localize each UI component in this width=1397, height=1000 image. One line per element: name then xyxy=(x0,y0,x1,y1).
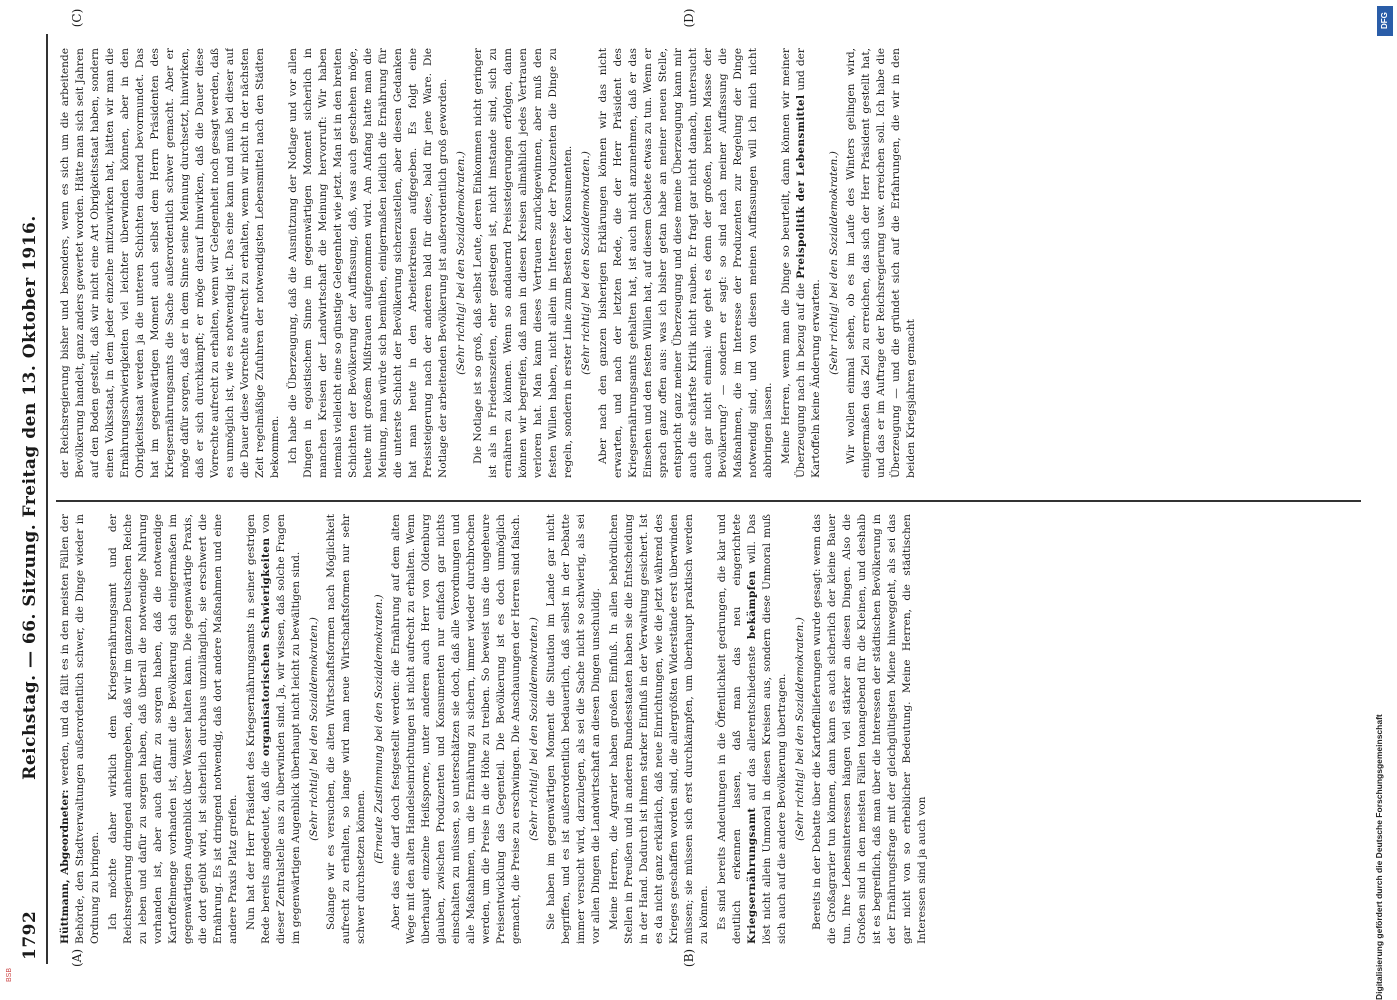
dfg-logo: DFG xyxy=(1377,6,1393,36)
paragraph: Bereits in der Debatte über die Kartoffellieferungen wurde gesagt: wenn das die Großagrarier tun können, dann kann es auch sicherlich der kleine Bauer tun. Ihre Lebensinteressen hängen viel stärker an diesen Dingen. Also die Großen sind in den meisten Fällen tonangebend für die Kleinen, und deshalb ist es begreiflich, daß man über die Interessen der städtischen Bevölkerung in der Ernährungsfrage mit der gleichgültigsten Miene hinweggeht, als sei das gar nicht von so erheblicher Bedeutung. Meine Herren, die städtischen Interessen sind ja auch von xyxy=(811,514,928,944)
paragraph: Aber das eine darf doch festgestellt werden: die Ernährung auf dem alten Wege mit den alten Handelseinrichtungen ist nicht aufrecht zu erhalten. Wenn überhaupt einzelne Heißsporne, unter anderen auch Herr von Oldenburg glauben, zwischen Produzenten und Konsumenten nur einfach gar nichts einschalten zu müssen, so unterschätzen sie doch, daß alle Verordnungen und alle Maßnahmen, um die Ernährung zu sichern, immer wieder durchbrochen werden, um die Preise in die Höhe zu treiben. So beweist uns die ungeheure Preisentwicklung das Gegenteil. Die Bevölkerung ist es doch unmöglich gemacht, die Preise zu erschwingen. Die Anschauungen der Herren sind falsch. xyxy=(390,514,522,944)
page-header xyxy=(14,35,48,960)
interjection: (Sehr richtig! bei den Sozialdemokraten.) xyxy=(528,617,540,841)
paragraph: der Reichsregierung bisher und besonders, wenn es sich um die arbeitende Bevölkerung handelt, ganz anders gewertet worden. Hätte man sich seit Jahren auf den Boden gestellt, daß wir nicht eine Art Obrigkeitsstaat haben, sondern einen Volksstaat, in dem jeder einzelne mitzuwirken hat, hätten wir man die Ernährungsschwierigkeiten viel leichter überwinden können, aber in den Obrigkeitsstaat werden ja die unteren Schichten dauernd bevormundet. Das hat im gegenwärtigen Moment auch selbst dem Herrn Präsidenten des Kriegsernährungsamts die Sache außerordentlich schwer gemacht. Aber er möge dafür sorgen, daß er in dem Sinne seine Meinung durchsetzt, hinwirken, daß er sich durchkämpft; er möge darauf hinwirken, daß die Dauer diese Vorrechte aufrecht zu erhalten, wenn wir Gelegenheit noch gesagt werden, daß es unmöglich ist, wie es notwendig ist. Das eine kann und muß bei dieser auf die Dauer diese Vorrechte aufrecht zu erhalten, wenn wir nicht in der nächsten Zeit regelmäßige Zufuhren der notwendigsten Lebensmittel nach den Städten bekommen. xyxy=(59,48,281,478)
paragraph-text: Meine Herren, wenn man die Dinge so beurteilt, dann können wir meiner Überzeugung nach in bezug auf die xyxy=(780,48,807,478)
paragraph xyxy=(244,514,304,944)
paragraph: Ich möchte daher wirklich dem Kriegsernährungsamt und der Reichsregierung dringend anheimgeben, daß wir im ganzen Deutschen Reiche zu leben und dafür zu sorgen haben, daß überall die notwendige Nahrung vorhanden ist, aber auch dafür zu sorgen haben, daß die notwendige Kartoffelmenge vorhanden ist, damit die Bevölkerung sich einigermaßen im gegenwärtigen Augenblick über Wasser halten kann. Die gegenwärtige Praxis, die dort geübt wird, ist sicherlich durchaus unzulänglich, sie erschwert die Ernährung. Es ist dringend notwendig, daß dort andere Maßnahmen und eine andere Praxis Platz greifen. xyxy=(107,514,239,944)
paragraph: Meine Herren, die Agrarier haben großen Einfluß. In allen behördlichen Stellen in Preußen und in anderen Bundesstaaten haben sie die Entscheidung in der Hand. Dadurch ist ihnen starker Einfluß in der Verwaltung gesichert. Ist es da nicht ganz erklärlich, daß neue Einrichtungen, wie die jetzt während des Krieges geschaffen worden sind, die allergrößten Widerstände erst überwinden müssen; sie müssen sich erst durchkämpfen, um überhaupt praktisch werden zu können. xyxy=(608,514,710,944)
paragraph xyxy=(58,514,103,944)
interjection: (Sehr richtig! bei den Sozialdemokraten.) xyxy=(794,617,806,841)
paragraph: Wir wollen einmal sehen, ob es im Laufe des Winters gelingen wird, einigermaßen das Ziel zu erreichen, das sich der Herr Präsident gestellt hat, und das er im Auftrage der Reichsregierung usw. erreichen soll. Ich habe die Überzeugung — und die gründet sich auf die Erfahrungen, die wir in den beiden Kriegsjahren gemacht xyxy=(845,48,917,478)
column-separator xyxy=(56,500,1361,502)
paragraph-text: will. Das löst nicht allein Unmoral in diesen Kreisen aus, sondern diese Unmoral muß sich auch auf die andere Bevölkerung übertragen. xyxy=(746,514,788,944)
interjection: (Sehr richtig! bei den Sozialdemokraten.) xyxy=(828,151,840,375)
paragraph-text: auf das allerentschiedenste xyxy=(746,645,758,801)
interjection: (Erneute Zustimmung bei den Sozialdemokraten.) xyxy=(373,594,385,864)
margin-marker-b: (B) xyxy=(682,948,696,968)
interjection: (Sehr richtig! bei den Sozialdemokraten.) xyxy=(455,151,467,375)
margin-marker-c: (C) xyxy=(70,8,84,28)
paragraph xyxy=(715,514,790,944)
emphasis: Preispolitik der Lebensmittel xyxy=(795,94,807,279)
emphasis: organisatorischen Schwierigkeiten xyxy=(260,537,272,757)
paragraph: Aber nach den ganzen bisherigen Erklärungen können wir das nicht erwarten, und nach der letzten Rede, die der Herr Präsident des Kriegsernährungsamts gehalten hat, ist auch nicht anzunehmen, daß er das Einsehen und den festen Willen hat, auf diesem Gebiete etwas zu tun. Wenn er sprach ganz offen aus: was ich bisher getan habe an meiner neuen Stelle, entspricht ganz meiner Überzeugung und diese meine Überzeugung kann mir auch die schärfste Kritik nicht rauben. Er fragt gar nicht danach, untersucht auch gar nicht einmal: wie geht es denn der großen, breiten Masse der Bevölkerung? — sondern er sagt: so sind nach meiner Auffassung die Maßnahmen, die im Interesse der Produzenten zur Regelung der Dinge notwendig sind, und von diesen meinen Auffassungen will ich mich nicht abbringen lassen. xyxy=(597,48,774,478)
paragraph: Solange wir es versuchen, die alten Wirtschaftsformen nach Möglichkeit aufrecht zu erhalten, so lange wird man neue Wirtschaftsformen nur sehr schwer durchsetzen können. xyxy=(325,514,367,944)
paragraph-text: von dieser Zentralstelle aus zu überwinden sind. Ja, wir wissen, daß solche Fragen im gegenwärtigen Augenblick überhaupt nicht leicht zu bewältigen sind. xyxy=(260,514,302,944)
paragraph xyxy=(779,48,824,478)
interjection: (Sehr richtig! bei den Sozialdemokraten.) xyxy=(580,151,592,375)
paragraph-text: Nun hat der Herr Präsident des Kriegsernährungsamts in seiner gestrigen Rede bereits angedeutet, daß die xyxy=(245,514,272,944)
paragraph: Ich habe die Überzeugung, daß die Ausnützung der Notlage und vor allen Dingen in egoistischem Sinne im gegenwärtigen Moment sicherlich in manchen Kreisen der Landwirtschaft die Meinung hervorruft: Wir haben niemals vielleicht eine so günstige Gelegenheit wie jetzt. Man ist in den breiten Schichten der Bevölkerung der Auffassung, daß, was auch geschehen möge, heute mit großem Mißtrauen aufgenommen wird. Am Anfang hatte man die Meinung, man würde sich bemühen, einigermaßen leidlich die Ernährung für die unterste Schicht der Bevölkerung sicherzustellen, aber diesen Gedanken hat man heute in den Arbeiterkreisen aufgegeben. Es folgt eine Preissteigerung nach der anderen bald für diese, bald für jene Ware. Die Notlage der arbeitenden Bevölkerung ist außerordentlich groß geworden. xyxy=(287,48,449,478)
library-mark: BSB xyxy=(6,968,13,983)
header-rule xyxy=(46,34,48,964)
paragraph: Sie haben im gegenwärtigen Moment die Situation im Lande gar nicht begriffen, und es ist außerordentlich bedauerlich, daß selbst in der Debatte immer versucht wird, darzulegen, als sei die Sache nicht so schwierig, als sei vor allen Dingen die Landwirtschaft an diesen Dingen unschuldig. xyxy=(545,514,602,944)
paragraph-text: werden, und da fällt es in den meisten Fällen der Behörde, den Stadtverwaltungen außerordentlich schwer, die Dinge wieder in Ordnung zu bringen. xyxy=(59,514,101,944)
interjection: (Sehr richtig! bei den Sozialdemokraten.) xyxy=(308,617,320,841)
margin-marker-a: (A) xyxy=(70,948,84,968)
page-number: 1792 xyxy=(20,910,40,960)
paragraph-text: und der Kartoffeln keine Änderung erwarten. xyxy=(795,48,822,478)
emphasis: bekämpfen xyxy=(746,570,758,640)
digitization-stamp: Digitalisierung gefördert durch die Deutsche Forschungsgemeinschaft xyxy=(1374,714,1384,1000)
paragraph-text: Es sind bereits Andeutungen in die Öffentlichkeit gedrungen, die klar und deutlich erkennen lassen, daß man das neu eingerichtete xyxy=(716,514,743,944)
paragraph: Die Notlage ist so groß, daß selbst Leute, deren Einkommen nicht geringer ist als in Friedenszeiten, eher gestiegen ist, nicht imstande sind, sich zu ernähren zu können. Wenn so andauernd Preissteigerungen erfolgen, dann können wir begreifen, daß man in diesen Kreisen allmählich jedes Vertrauen verloren hat. Man kann dieses Vertrauen zurückgewinnen, aber muß den festen Willen haben, nicht allein im Interesse der Produzenten die Dinge zu regeln, sondern in erster Linie zum Besten der Konsumenten. xyxy=(472,48,574,478)
emphasis: Kriegsernährungsamt xyxy=(746,807,758,944)
right-column xyxy=(58,48,1358,478)
left-column xyxy=(58,514,1358,944)
running-head: Reichstag. — 66. Sitzung. Freitag den 13. Oktober 1916. xyxy=(20,215,40,780)
margin-marker-d: (D) xyxy=(682,8,696,28)
speaker-name: Hüttmann, Abgeordneter: xyxy=(59,789,71,944)
